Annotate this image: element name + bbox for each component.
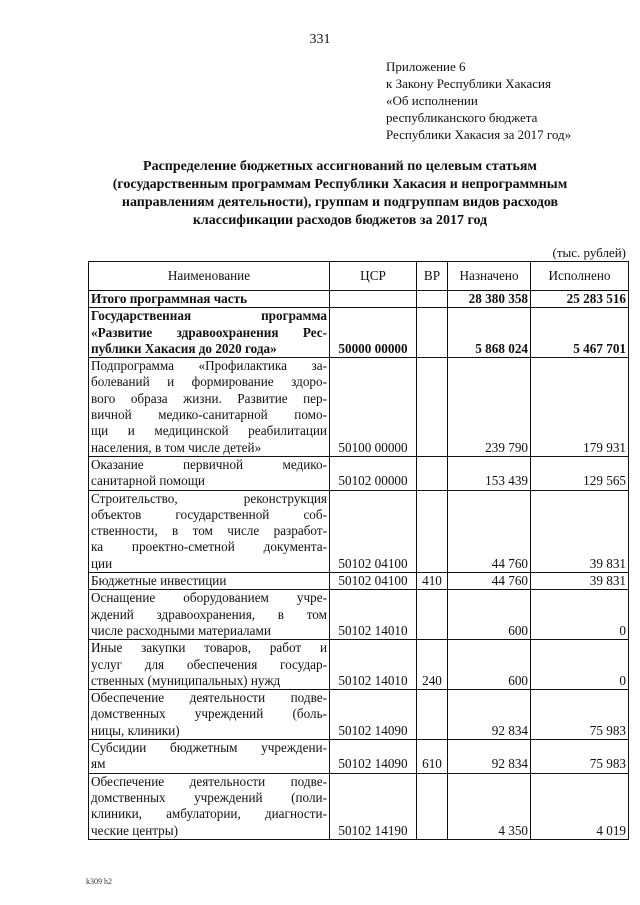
row-name-line: услуг для обеспечения государ- bbox=[91, 656, 327, 672]
row-csr-cell: 50000 00000 bbox=[330, 308, 417, 358]
row-vr-cell: 410 bbox=[417, 573, 448, 590]
table-row bbox=[89, 573, 629, 590]
row-csr-cell: 50102 14010 bbox=[330, 590, 417, 640]
row-name-line: щи и медицинской реабилитации bbox=[91, 423, 327, 439]
appendix-line: «Об исполнении bbox=[386, 93, 478, 108]
row-assigned-cell: 92 834 bbox=[448, 690, 531, 740]
table-header-row bbox=[89, 262, 629, 291]
row-vr-cell bbox=[417, 308, 448, 358]
row-vr-cell bbox=[417, 358, 448, 457]
row-name-line: «Развитие здравоохранения Рес- bbox=[91, 324, 327, 340]
row-csr-cell: 50100 00000 bbox=[330, 358, 417, 457]
row-vr-cell bbox=[417, 291, 448, 308]
row-name-line: санитарной помощи bbox=[91, 473, 205, 489]
row-executed-cell: 129 565 bbox=[531, 456, 629, 490]
appendix-line: Приложение 6 bbox=[386, 59, 466, 74]
row-vr-cell bbox=[417, 490, 448, 572]
header-assigned: Назначено bbox=[448, 262, 531, 291]
row-csr-cell: 50102 04100 bbox=[330, 490, 417, 572]
row-name-line: Оказание первичной медико- bbox=[91, 456, 327, 472]
row-csr-cell bbox=[330, 291, 417, 308]
table-row bbox=[89, 358, 629, 457]
row-name-line: ческие центры) bbox=[91, 822, 179, 838]
row-name-line: числе расходными материалами bbox=[91, 622, 271, 638]
row-name-line: вичной медико-санитарной помо- bbox=[91, 407, 327, 423]
row-csr-cell: 50102 14010 bbox=[330, 640, 417, 690]
row-assigned-cell: 5 868 024 bbox=[448, 308, 531, 358]
page-number: 331 bbox=[309, 32, 331, 47]
table-row bbox=[89, 291, 629, 308]
row-name-cell bbox=[89, 490, 330, 572]
table-row bbox=[89, 773, 629, 839]
row-executed-cell: 4 019 bbox=[531, 773, 629, 839]
row-name-cell bbox=[89, 640, 330, 690]
header-name: Наименование bbox=[89, 262, 330, 291]
appendix-line: республиканского бюджета bbox=[386, 110, 538, 125]
row-name-line: домственных учреждений (поли- bbox=[91, 789, 327, 805]
row-executed-cell: 75 983 bbox=[531, 690, 629, 740]
row-executed-cell: 5 467 701 bbox=[531, 308, 629, 358]
row-name-line: ственности, в том числе разработ- bbox=[91, 523, 327, 539]
row-name-line: Обеспечение деятельности подве- bbox=[91, 773, 327, 789]
row-name-line: Обеспечение деятельности подве- bbox=[91, 690, 327, 706]
row-vr-cell bbox=[417, 456, 448, 490]
row-executed-cell: 39 831 bbox=[531, 490, 629, 572]
appendix-line: к Закону Республики Хакасия bbox=[386, 76, 551, 91]
row-csr-cell: 50102 14090 bbox=[330, 690, 417, 740]
row-assigned-cell: 92 834 bbox=[448, 740, 531, 774]
footer-code: k309 h2 bbox=[86, 877, 112, 886]
row-name-line: Субсидии бюджетным учреждени- bbox=[91, 740, 327, 756]
row-name-cell bbox=[89, 291, 330, 308]
row-assigned-cell: 44 760 bbox=[448, 490, 531, 572]
row-name-cell bbox=[89, 308, 330, 358]
appendix-line: Республики Хакасия за 2017 год» bbox=[386, 127, 572, 142]
row-assigned-cell: 44 760 bbox=[448, 573, 531, 590]
row-name-cell bbox=[89, 590, 330, 640]
header-vr: ВР bbox=[417, 262, 448, 291]
row-name-line: Иные закупки товаров, работ и bbox=[91, 640, 327, 656]
title-line: Распределение бюджетных ассигнований по целевым статьям bbox=[143, 159, 537, 174]
table-body bbox=[89, 291, 629, 840]
row-name-line: Оснащение оборудованием учре- bbox=[91, 590, 327, 606]
row-name-line: ждений здравоохранения, в том bbox=[91, 606, 327, 622]
row-csr-cell: 50102 14090 bbox=[330, 740, 417, 774]
row-executed-cell: 25 283 516 bbox=[531, 291, 629, 308]
row-vr-cell: 610 bbox=[417, 740, 448, 774]
row-assigned-cell: 600 bbox=[448, 590, 531, 640]
row-name-cell bbox=[89, 573, 330, 590]
table-row bbox=[89, 590, 629, 640]
row-executed-cell: 0 bbox=[531, 640, 629, 690]
title-line: направлениям деятельности), группам и подгруппам видов расходов bbox=[121, 195, 559, 210]
row-name-line: ка проектно-сметной документа- bbox=[91, 539, 327, 555]
row-name-cell bbox=[89, 690, 330, 740]
row-vr-cell bbox=[417, 590, 448, 640]
title-line: классификации расходов бюджетов за 2017 год bbox=[192, 213, 488, 228]
header-executed: Исполнено bbox=[531, 262, 629, 291]
row-assigned-cell: 600 bbox=[448, 640, 531, 690]
row-executed-cell: 39 831 bbox=[531, 573, 629, 590]
row-name-line: объектов государственной соб- bbox=[91, 506, 327, 522]
row-name-line: публики Хакасия до 2020 года» bbox=[91, 340, 277, 356]
row-vr-cell bbox=[417, 690, 448, 740]
row-name-cell bbox=[89, 456, 330, 490]
row-executed-cell: 179 931 bbox=[531, 358, 629, 457]
table-row bbox=[89, 308, 629, 358]
row-name-cell bbox=[89, 358, 330, 457]
table-row bbox=[89, 640, 629, 690]
row-name-line: болеваний и формирование здоро- bbox=[91, 374, 327, 390]
row-name-cell bbox=[89, 740, 330, 774]
row-name-line: клиники, амбулатории, диагности- bbox=[91, 806, 327, 822]
row-name-line: Итого программная часть bbox=[91, 291, 248, 306]
row-name-line: ям bbox=[91, 756, 106, 772]
row-name-line: ницы, клиники) bbox=[91, 722, 180, 738]
row-csr-cell: 50102 04100 bbox=[330, 573, 417, 590]
row-assigned-cell: 4 350 bbox=[448, 773, 531, 839]
row-executed-cell: 0 bbox=[531, 590, 629, 640]
row-vr-cell: 240 bbox=[417, 640, 448, 690]
row-name-line: ственных (муниципальных) нужд bbox=[91, 672, 281, 688]
row-name-cell bbox=[89, 773, 330, 839]
row-executed-cell: 75 983 bbox=[531, 740, 629, 774]
row-name-line: ции bbox=[91, 555, 113, 571]
budget-table bbox=[88, 261, 629, 840]
row-name-line: вого образа жизни. Развитие пер- bbox=[91, 390, 327, 406]
header-csr: ЦСР bbox=[330, 262, 417, 291]
row-vr-cell bbox=[417, 773, 448, 839]
table-row bbox=[89, 690, 629, 740]
row-assigned-cell: 153 439 bbox=[448, 456, 531, 490]
title-line: (государственным программам Республики Хакасия и непрограммным bbox=[112, 177, 568, 192]
row-csr-cell: 50102 00000 bbox=[330, 456, 417, 490]
units-label: (тыс. рублей) bbox=[552, 245, 626, 260]
row-csr-cell: 50102 14190 bbox=[330, 773, 417, 839]
row-name-line: домственных учреждений (боль- bbox=[91, 706, 327, 722]
row-name-line: Бюджетные инвестиции bbox=[91, 573, 227, 589]
row-name-line: Строительство, реконструкция bbox=[91, 490, 327, 506]
appendix-header bbox=[386, 58, 571, 143]
row-name-line: Государственная программа bbox=[91, 308, 327, 324]
row-name-line: населения, в том числе детей» bbox=[91, 439, 262, 455]
row-assigned-cell: 239 790 bbox=[448, 358, 531, 457]
table-row bbox=[89, 740, 629, 774]
table-row bbox=[89, 490, 629, 572]
row-assigned-cell: 28 380 358 bbox=[448, 291, 531, 308]
row-name-line: Подпрограмма «Профилактика за- bbox=[91, 358, 327, 374]
document-title bbox=[60, 158, 620, 230]
table-row bbox=[89, 456, 629, 490]
